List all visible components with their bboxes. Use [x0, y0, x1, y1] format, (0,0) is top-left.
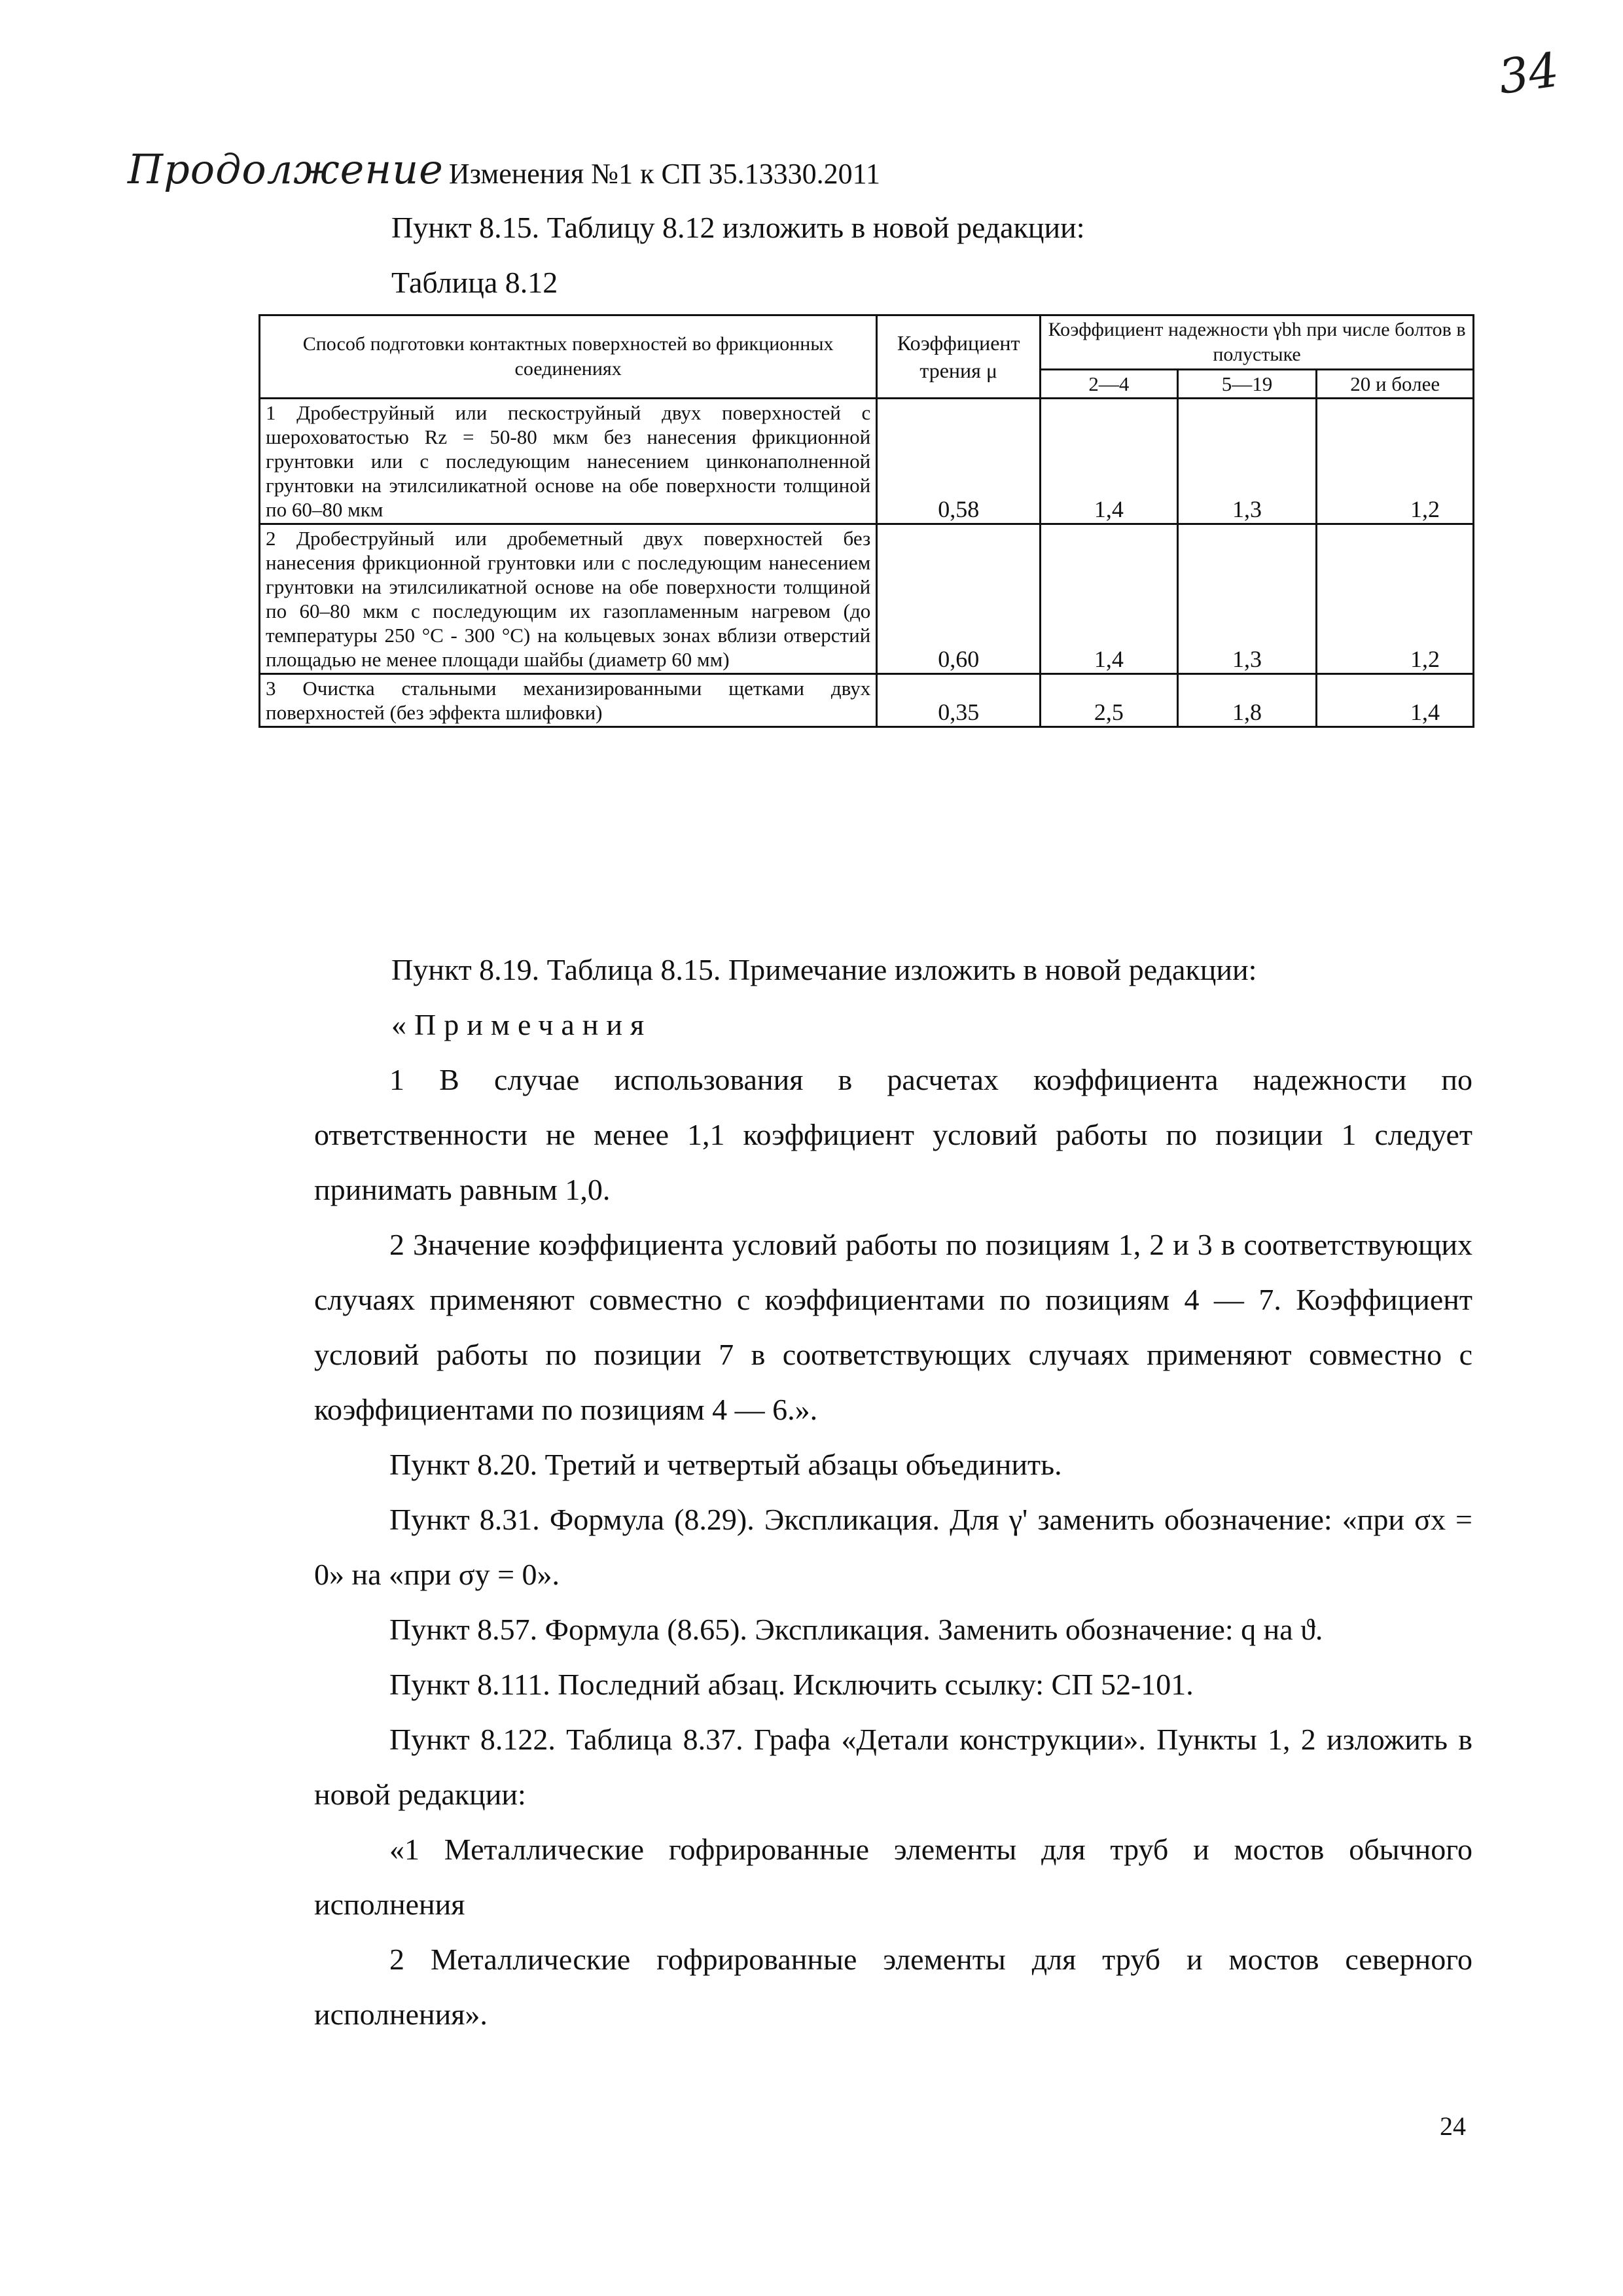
paragraph: Пункт 8.19. Таблица 8.15. Примечание изложить в новой редакции:	[391, 953, 1257, 986]
header-reliability: Коэффициент надежности γbh при числе болтов в полустыке	[1041, 315, 1474, 370]
subheader-2-4: 2—4	[1041, 370, 1178, 399]
body-text	[314, 942, 1472, 2042]
table-row	[260, 399, 1474, 524]
row-1-c1: 1,4	[1041, 399, 1178, 524]
paragraph: Пункт 8.57. Формула (8.65). Экспликация. Заменить обозначение: q на ϑ.	[389, 1613, 1323, 1646]
document-header	[128, 145, 880, 193]
row-3-c1: 2,5	[1041, 674, 1178, 727]
row-3-c2: 1,8	[1177, 674, 1317, 727]
paragraph: Пункт 8.122. Таблица 8.37. Графа «Детали конструкции». Пункты 1, 2 изложить в новой редакции:	[314, 1723, 1472, 1811]
notes-heading: «Примечания	[391, 1008, 652, 1041]
row-3-method: 3 Очистка стальными механизированными щетками двух поверхностей (без эффекта шлифовки)	[260, 674, 877, 727]
table-title: Таблица 8.12	[391, 266, 558, 299]
note-1: 1 В случае использования в расчетах коэффициента надежности по ответственности не менее 1,1 коэффициент условий работы по позиции 1 следует принимать равным 1,0.	[314, 1063, 1472, 1206]
subheader-5-19: 5—19	[1177, 370, 1317, 399]
handwritten-continuation: Продолжение	[128, 145, 444, 193]
row-1-c3: 1,2	[1317, 399, 1474, 524]
row-1-c2: 1,3	[1177, 399, 1317, 524]
header-friction: Коэффициент трения μ	[877, 315, 1041, 399]
row-2-method: 2 Дробеструйный или дробеметный двух поверхностей без нанесения фрикционной грунтовки или с последующим нанесением грунтовки на этилсиликатной основе на обе поверхности толщиной по 60–80 мкм с последующим их газопламенным нагревом (до температуры 250 °С - 300 °С) на кольцевых зонах вблизи отверстий площадью не менее площади шайбы (диаметр 60 мм)	[260, 524, 877, 674]
paragraph: Пункт 8.20. Третий и четвертый абзацы объединить.	[389, 1448, 1062, 1481]
subheader-20-plus: 20 и более	[1317, 370, 1474, 399]
note-2: 2 Значение коэффициента условий работы по позициям 1, 2 и 3 в соответствующих случаях применяют совместно с коэффициентами по позициям 4 — 7. Коэффициент условий работы по позиции 7 в соответствующих случаях применяют совместно с коэффициентами по позициям 4 — 6.».	[314, 1228, 1472, 1426]
row-2-c2: 1,3	[1177, 524, 1317, 674]
paragraph-table-change: Пункт 8.15. Таблицу 8.12 изложить в новой редакции:	[391, 211, 1085, 244]
paragraph: Пункт 8.31. Формула (8.29). Экспликация. Для γ' заменить обозначение: «при σx = 0» на «при σy = 0».	[314, 1503, 1472, 1591]
friction-table	[259, 314, 1474, 728]
table-row	[260, 524, 1474, 674]
row-1-mu: 0,58	[877, 399, 1041, 524]
paragraph: 2 Металлические гофрированные элементы для труб и мостов северного исполнения».	[314, 1943, 1472, 2031]
paragraph: Пункт 8.111. Последний абзац. Исключить ссылку: СП 52-101.	[389, 1668, 1194, 1701]
paragraph: «1 Металлические гофрированные элементы для труб и мостов обычного исполнения	[314, 1833, 1472, 1921]
page-number: 24	[1440, 2111, 1466, 2141]
row-2-mu: 0,60	[877, 524, 1041, 674]
row-1-method: 1 Дробеструйный или пескоструйный двух поверхностей с шероховатостью Rz = 50-80 мкм без нанесения фрикционной грунтовки или с последующим нанесением цинконаполненной грунтовки на этилсиликатной основе на обе поверхности толщиной по 60–80 мкм	[260, 399, 877, 524]
header-text: Изменения №1 к СП 35.13330.2011	[448, 158, 880, 190]
handwritten-page-number: 34	[1495, 42, 1563, 105]
row-3-mu: 0,35	[877, 674, 1041, 727]
row-2-c1: 1,4	[1041, 524, 1178, 674]
row-2-c3: 1,2	[1317, 524, 1474, 674]
table-header-row	[260, 315, 1474, 370]
table-row	[260, 674, 1474, 727]
row-3-c3: 1,4	[1317, 674, 1474, 727]
header-method: Способ подготовки контактных поверхностей во фрикционных соединениях	[260, 315, 877, 399]
